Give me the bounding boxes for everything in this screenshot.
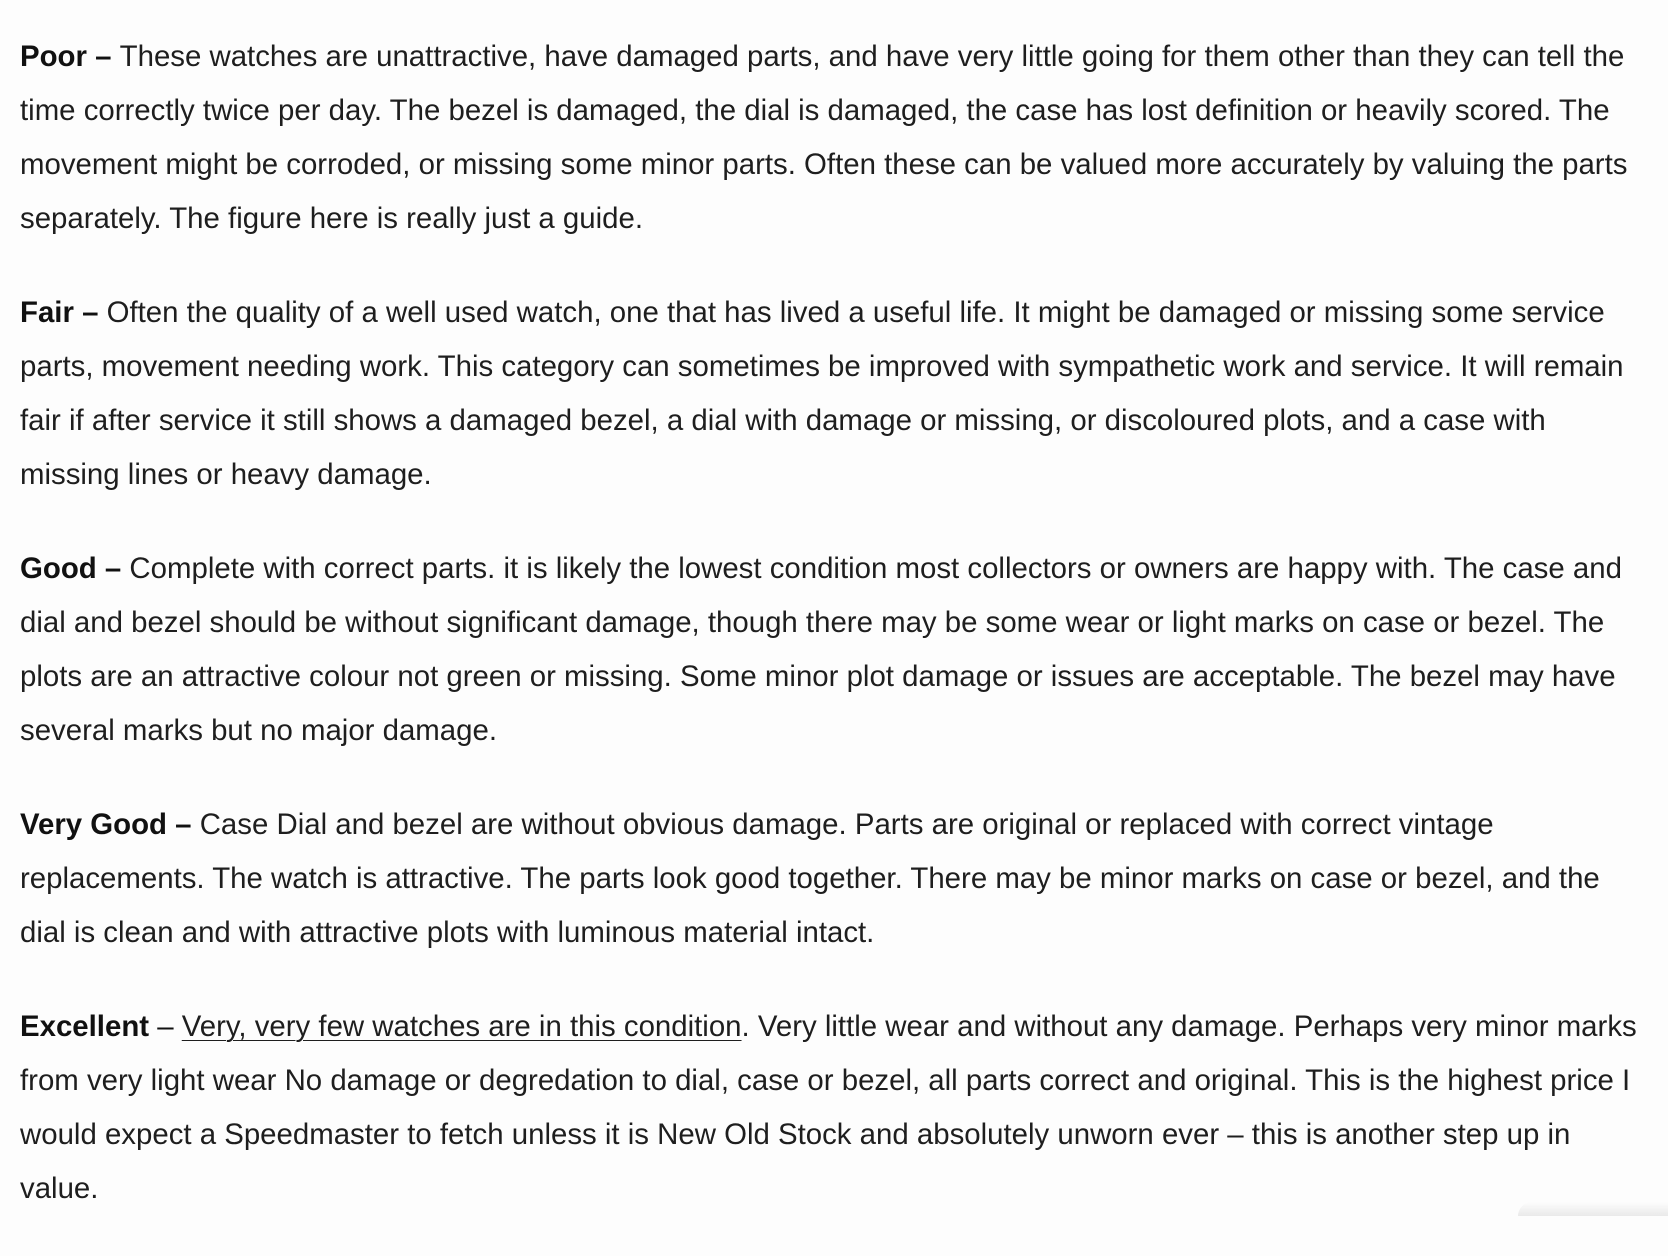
grade-title: Very Good	[20, 808, 167, 841]
grade-description: . Very little wear and without any damage. Perhaps very minor marks from very light wear No damage or degredation to dial, case or bezel, all parts correct and original. This is the highest price I would expect a Speedmaster to fetch unless it is New Old Stock and absolutely unworn ever – this is another step up in value.	[20, 1010, 1637, 1205]
grade-dash: –	[73, 296, 107, 329]
grade-dash: –	[167, 808, 200, 841]
grade-very-good	[20, 798, 1650, 960]
page-corner-shadow	[1518, 1202, 1668, 1216]
grade-description: Complete with correct parts. it is likely the lowest condition most collectors or owners are happy with. The case and dial and bezel should be without significant damage, though there may be some wear or light marks on case or bezel. The plots are an attractive colour not green or missing. Some minor plot damage or issues are acceptable. The bezel may have several marks but no major damage.	[20, 552, 1622, 747]
grade-description: Case Dial and bezel are without obvious damage. Parts are original or replaced with correct vintage replacements. The watch is attractive. The parts look good together. There may be minor marks on case or bezel, and the dial is clean and with attractive plots with luminous material intact.	[20, 808, 1600, 949]
grade-excellent	[20, 1000, 1650, 1216]
grade-title: Good	[20, 552, 97, 585]
condition-grades-article	[20, 30, 1650, 1256]
grade-dash: –	[149, 1010, 182, 1043]
grade-good	[20, 542, 1650, 758]
grade-description: Often the quality of a well used watch, one that has lived a useful life. It might be damaged or missing some service parts, movement needing work. This category can sometimes be improved with sympathetic work and service. It will remain fair if after service it still shows a damaged bezel, a dial with damage or missing, or discoloured plots, and a case with missing lines or heavy damage.	[20, 296, 1624, 491]
grade-poor	[20, 30, 1650, 246]
grade-title: Fair	[20, 296, 74, 329]
grade-dash: –	[86, 40, 120, 73]
grade-title: Poor	[20, 40, 87, 73]
grade-fair	[20, 286, 1650, 502]
underlined-emphasis: Very, very few watches are in this condition	[181, 1010, 742, 1043]
grade-title: Excellent	[20, 1010, 150, 1043]
grade-description: These watches are unattractive, have damaged parts, and have very little going for them other than they can tell the time correctly twice per day. The bezel is damaged, the dial is damaged, the case has lost definition or heavily scored. The movement might be corroded, or missing some minor parts. Often these can be valued more accurately by valuing the parts separately. The figure here is really just a guide.	[20, 40, 1628, 235]
grade-dash: –	[96, 552, 130, 585]
